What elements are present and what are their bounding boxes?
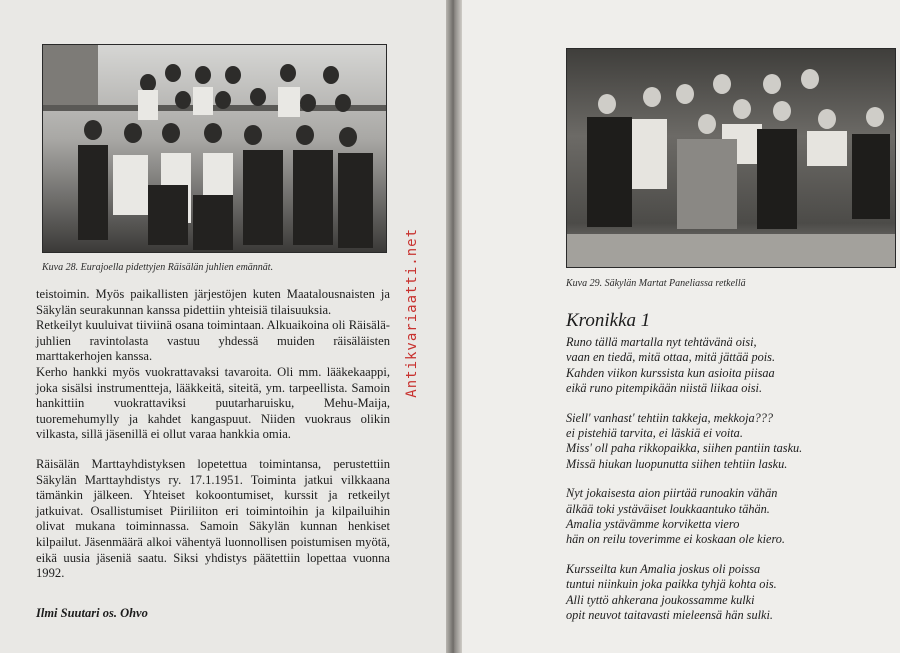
poem-line: Siell' vanhast' tehtiin takkeja, mekkoja??? <box>566 410 774 425</box>
stanza <box>566 486 846 548</box>
paragraph: Retkeilyt kuuluivat tiiviinä osana toimintaan. Alkuaikoina oli Räisälä-juhlien ravintolasta vastuu yhdessä muiden räisäläisten marttakerhojen kanssa. <box>36 318 390 364</box>
author-signature: Ilmi Suutari os. Ohvo <box>36 606 148 620</box>
poem-line: Amalia ystävämme korviketta viero <box>566 517 740 532</box>
photo-caption-kuva-29: Kuva 29. Säkylän Martat Paneliassa retkellä <box>566 278 746 289</box>
poem-line: Nyt jokaisesta aion piirtää runoakin vähän <box>566 486 778 501</box>
watermark: Antikvariaatti.net <box>404 228 420 398</box>
poem-line: Missä hiukan luopunutta siihen tehtiin lasku. <box>566 456 788 471</box>
poem <box>566 335 846 638</box>
poem-title: Kronikka 1 <box>566 310 651 331</box>
poem-line: tuntui niinkuin joka paikka tyhjä kohta ois. <box>566 577 777 592</box>
left-page <box>0 0 446 653</box>
group-photo-kuva-28 <box>42 44 387 253</box>
stanza <box>566 335 846 397</box>
stanza <box>566 562 846 624</box>
poem-line: vaan en tiedä, mitä ottaa, mitä jättää pois. <box>566 350 776 365</box>
poem-line: Miss' oll paha rikkopaikka, siihen pantiin tasku. <box>566 441 803 456</box>
poem-line: Runo tällä martalla nyt tehtävänä oisi, <box>566 335 757 349</box>
paragraph: teistoimin. Myös paikallisten järjestöjen kuten Maatalousnaisten ja Säkylän seurakunnan kanssa pidettiin yhteisiä tilaisuuksia. <box>36 287 390 317</box>
poem-line: eikä runo pitempikään niistä liikaa oisi. <box>566 381 763 396</box>
poem-line: älkää toki ystäväiset loukkaantuko tähän. <box>566 501 770 516</box>
poem-line: Kursseilta kun Amalia joskus oli poissa <box>566 561 761 576</box>
poem-line: hän on reilu toverimme ei koskaan ole kiero. <box>566 532 786 547</box>
paragraph: Räisälän Marttayhdistyksen lopetettua toimintansa, perustettiin Säkylän Marttayhdistys ry. 17.1.1951. Toiminta jatkui vilkkaana tämänkin jälkeen. Yhteiset kokoontumiset, kurssit ja retkeilyt jatkuivat. Osallistumiset Piiriliiton eri toimintoihin ja kilpailuihin olivat mukana toiminnassa. Samoin Säkylän kunnan henkiset kilpailut. Jäsenmäärä alkoi vähentyä luonnollisen poistumisen myötä, eikä uusia jäseniä saatu. Siksi yhdistys päätettiin lopettaa vuonna 1992. <box>36 456 390 581</box>
poem-line: ei pistehiä tarvita, ei läskiä ei voita. <box>566 426 743 441</box>
poem-line: Kahden viikon kurssista kun asioita piisaa <box>566 365 775 380</box>
left-body-text <box>36 287 390 582</box>
poem-line: Alli tyttö ahkerana joukossamme kulki <box>566 592 755 607</box>
poem-line: opit neuvot taitavasti mieleensä hän sulki. <box>566 608 773 623</box>
group-photo-kuva-29 <box>566 48 896 268</box>
photo-caption-kuva-28: Kuva 28. Eurajoella pidettyjen Räisälän juhlien emännät. <box>42 262 274 273</box>
paragraph: Kerho hankki myös vuokrattavaksi tavaroita. Oli mm. lääkekaappi, joka sisälsi instrumentteja, lääkkeitä, siteitä, ym. tarpeellista. Samoin hankittiin vuokrattaviksi puutarharuisku, Mehu-Maija, tuoremehumylly ja kahdet kangaspuut. Niiden vuokraus olikin vilkasta, sillä jäsenillä ei ollut varaa hankkia omia. <box>36 364 390 442</box>
stanza <box>566 411 846 473</box>
book-gutter <box>446 0 462 653</box>
